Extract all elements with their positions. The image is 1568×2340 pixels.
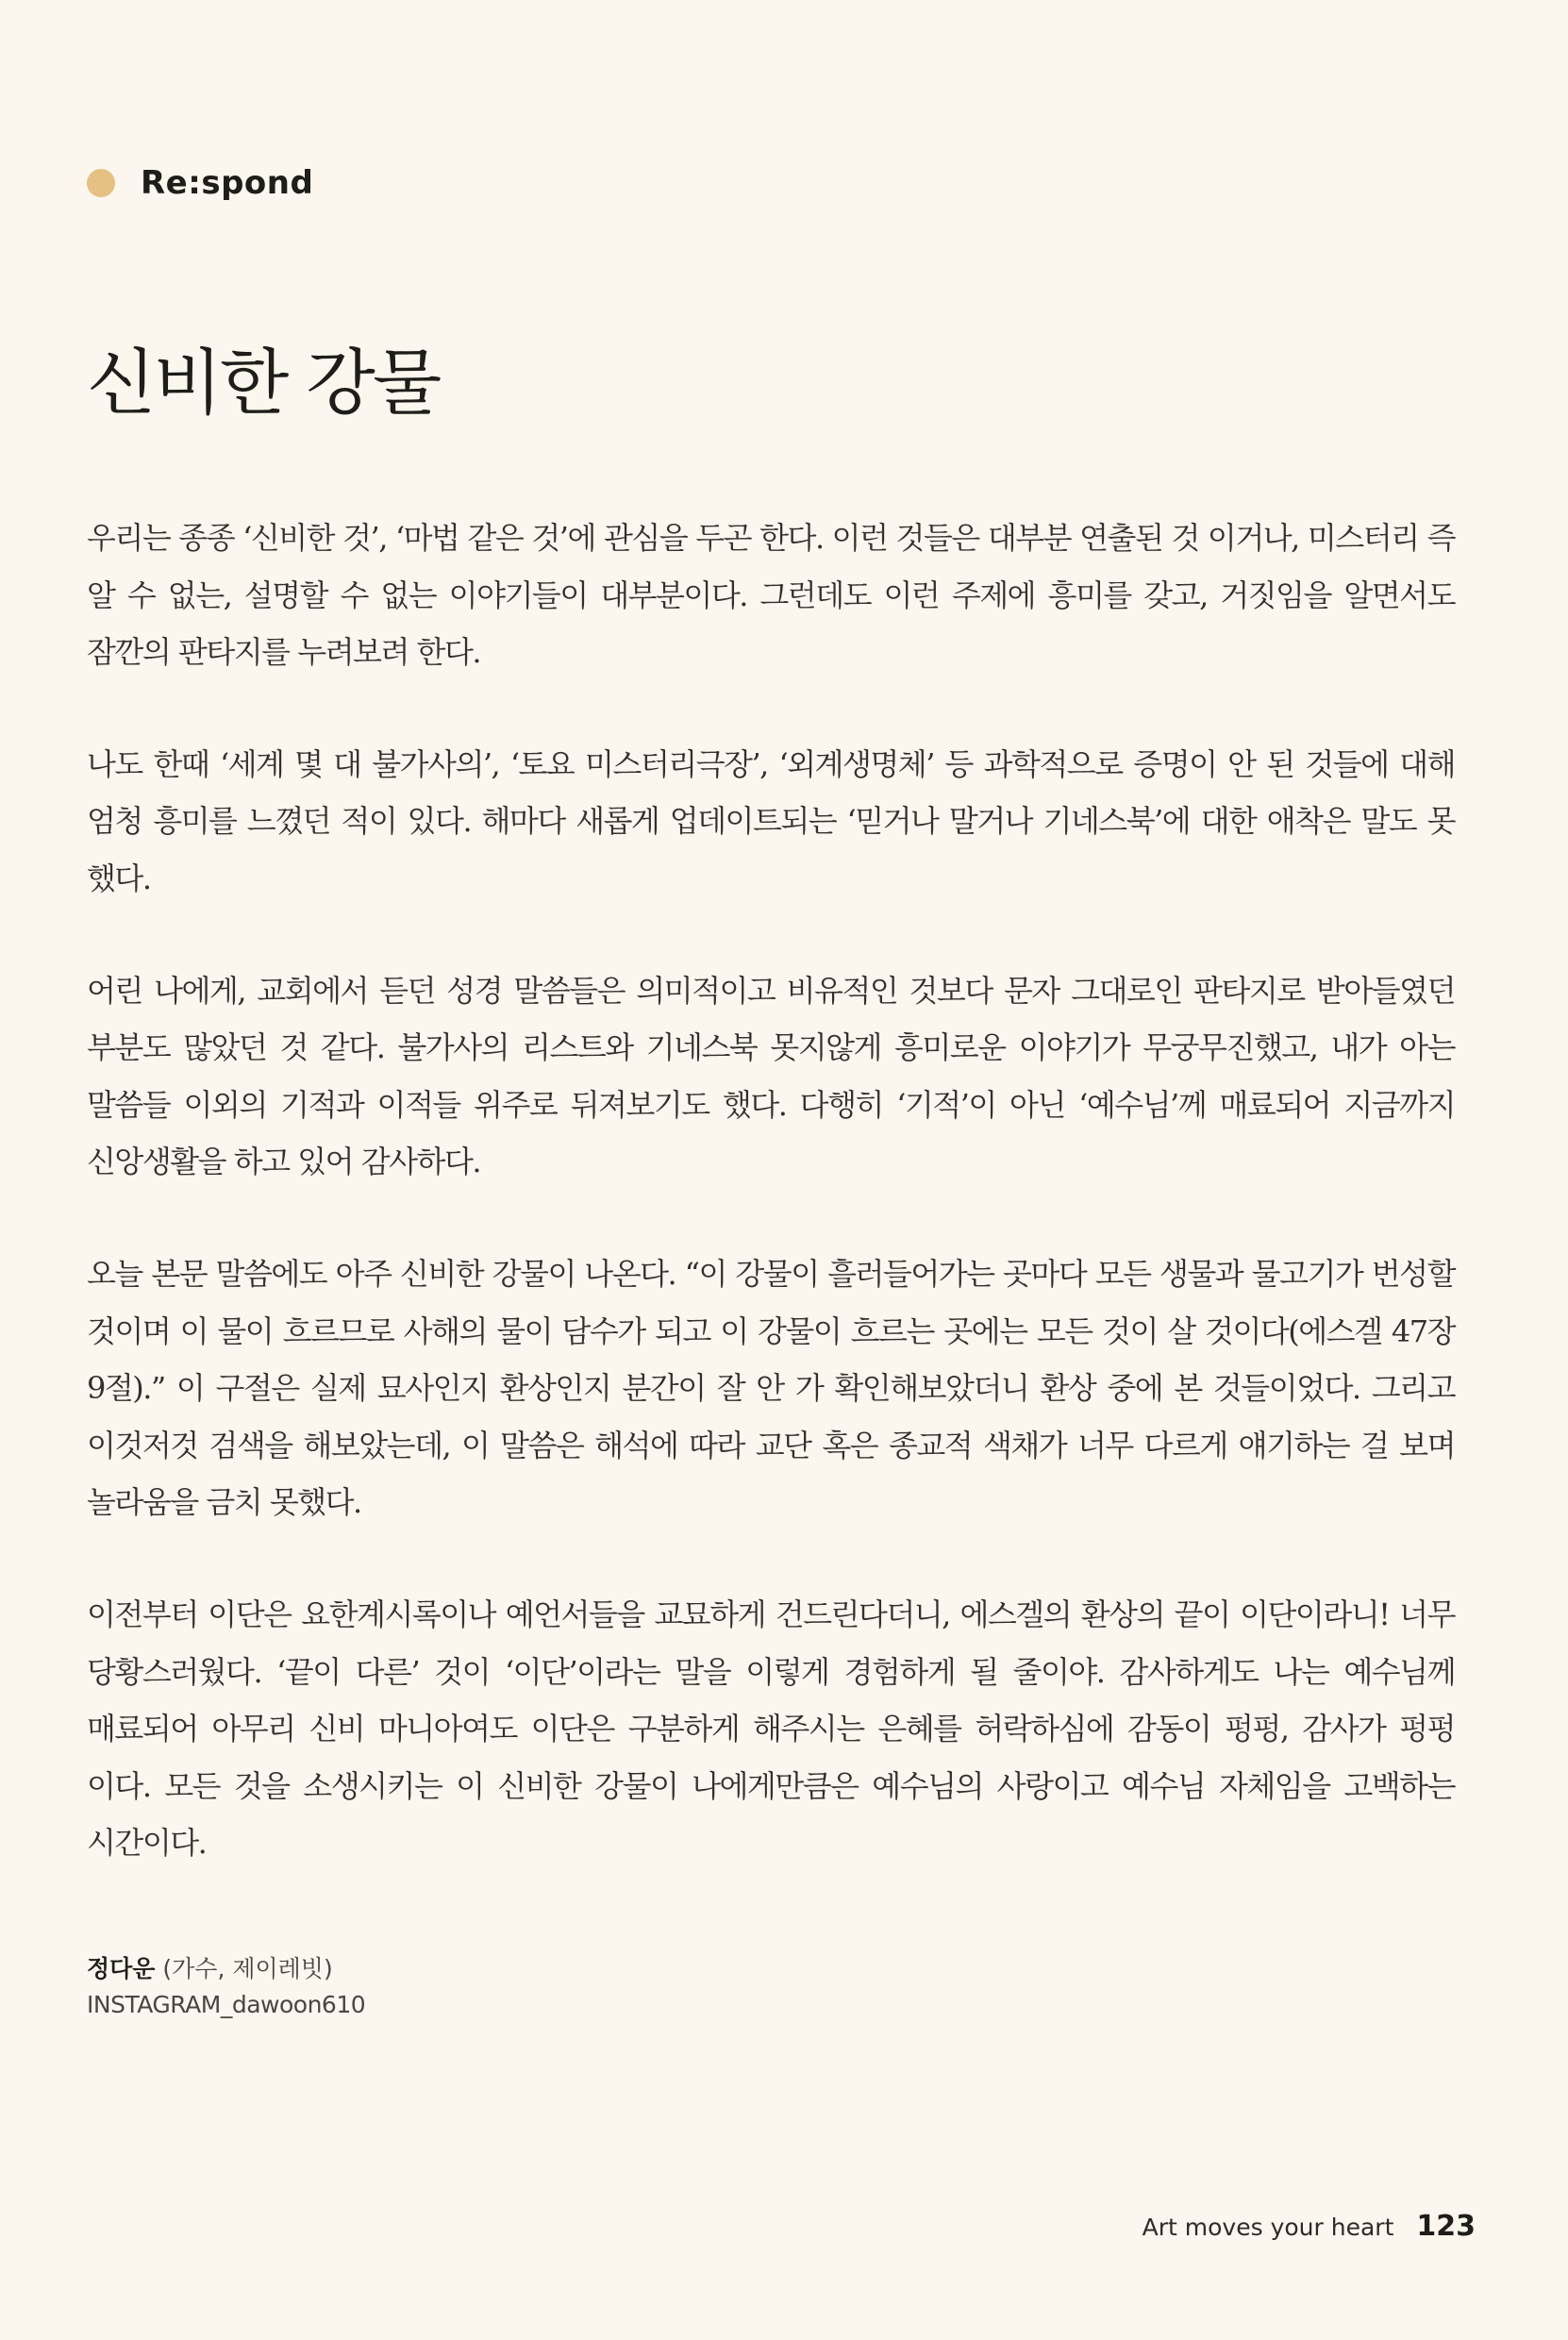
- section-dot-icon: [87, 169, 115, 197]
- author-name: 정다운: [87, 1955, 156, 1982]
- page-footer: [1143, 2210, 1476, 2243]
- article-title: 신비한 강물: [87, 341, 440, 425]
- paragraph-4: 오늘 본문 말씀에도 아주 신비한 강물이 나온다. “이 강물이 흘러들어가는 곳마다 모든 생물과 물고기가 번성할 것이며 이 물이 흐르므로 사해의 물이 담수가 되고 이 강물이 흐르는 곳에는 모든 것이 살 것이다(에스겔 47장 9절).” 이 구절은 실제 묘사인지 환상인지 분간이 잘 안 가 확인해보았더니 환상 중에 본 것들이었다. 그리고 이것저것 검색을 해보았는데, 이 말씀은 해석에 따라 교단 혹은 종교적 색채가 너무 다르게 얘기하는 걸 보며 놀라움을 금치 못했다.: [87, 1255, 1455, 1521]
- paragraph-3: 어린 나에게, 교회에서 듣던 성경 말씀들은 의미적이고 비유적인 것보다 문자 그대로인 판타지로 받아들였던 부분도 많았던 것 같다. 불가사의 리스트와 기네스북 못지않게 흥미로운 이야기가 무궁무진했고, 내가 아는 말씀들 이외의 기적과 이적들 위주로 뒤져보기도 했다. 다행히 ‘기적’이 아닌 ‘예수님’께 매료되어 지금까지 신앙생활을 하고 있어 감사하다.: [87, 972, 1455, 1180]
- article-body: [87, 510, 1455, 1927]
- section-tag: [87, 162, 313, 204]
- author-credit: [87, 1951, 365, 2023]
- author-role: (가수, 제이레빗): [162, 1955, 333, 1982]
- section-label: Re:spond: [141, 164, 314, 202]
- paragraph-2: 나도 한때 ‘세계 몇 대 불가사의’, ‘토요 미스터리극장’, ‘외계생명체’ 등 과학적으로 증명이 안 된 것들에 대해 엄청 흥미를 느꼈던 적이 있다. 해마다 새롭게 업데이트되는 ‘믿거나 말거나 기네스북’에 대한 애착은 말도 못 했다.: [87, 745, 1455, 896]
- footer-tagline: Art moves your heart: [1142, 2214, 1394, 2241]
- author-instagram: INSTAGRAM_dawoon610: [87, 1991, 366, 2018]
- page-number: 123: [1416, 2210, 1476, 2243]
- paragraph-5: 이전부터 이단은 요한계시록이나 예언서들을 교묘하게 건드린다더니, 에스겔의 환상의 끝이 이단이라니! 너무 당황스러웠다. ‘끝이 다른’ 것이 ‘이단’이라는 말을 이렇게 경험하게 될 줄이야. 감사하게도 나는 예수님께 매료되어 아무리 신비 마니아여도 이단은 구분하게 해주시는 은혜를 허락하심에 감동이 펑펑, 감사가 펑펑 이다. 모든 것을 소생시키는 이 신비한 강물이 나에게만큼은 예수님의 사랑이고 예수님 자체임을 고백하는 시간이다.: [87, 1596, 1455, 1862]
- author-line: [87, 1951, 365, 1987]
- paragraph-1: 우리는 종종 ‘신비한 것’, ‘마법 같은 것’에 관심을 두곤 한다. 이런 것들은 대부분 연출된 것 이거나, 미스터리 즉 알 수 없는, 설명할 수 없는 이야기들이 대부분이다. 그런데도 이런 주제에 흥미를 갖고, 거짓임을 알면서도 잠깐의 판타지를 누려보려 한다.: [87, 520, 1455, 671]
